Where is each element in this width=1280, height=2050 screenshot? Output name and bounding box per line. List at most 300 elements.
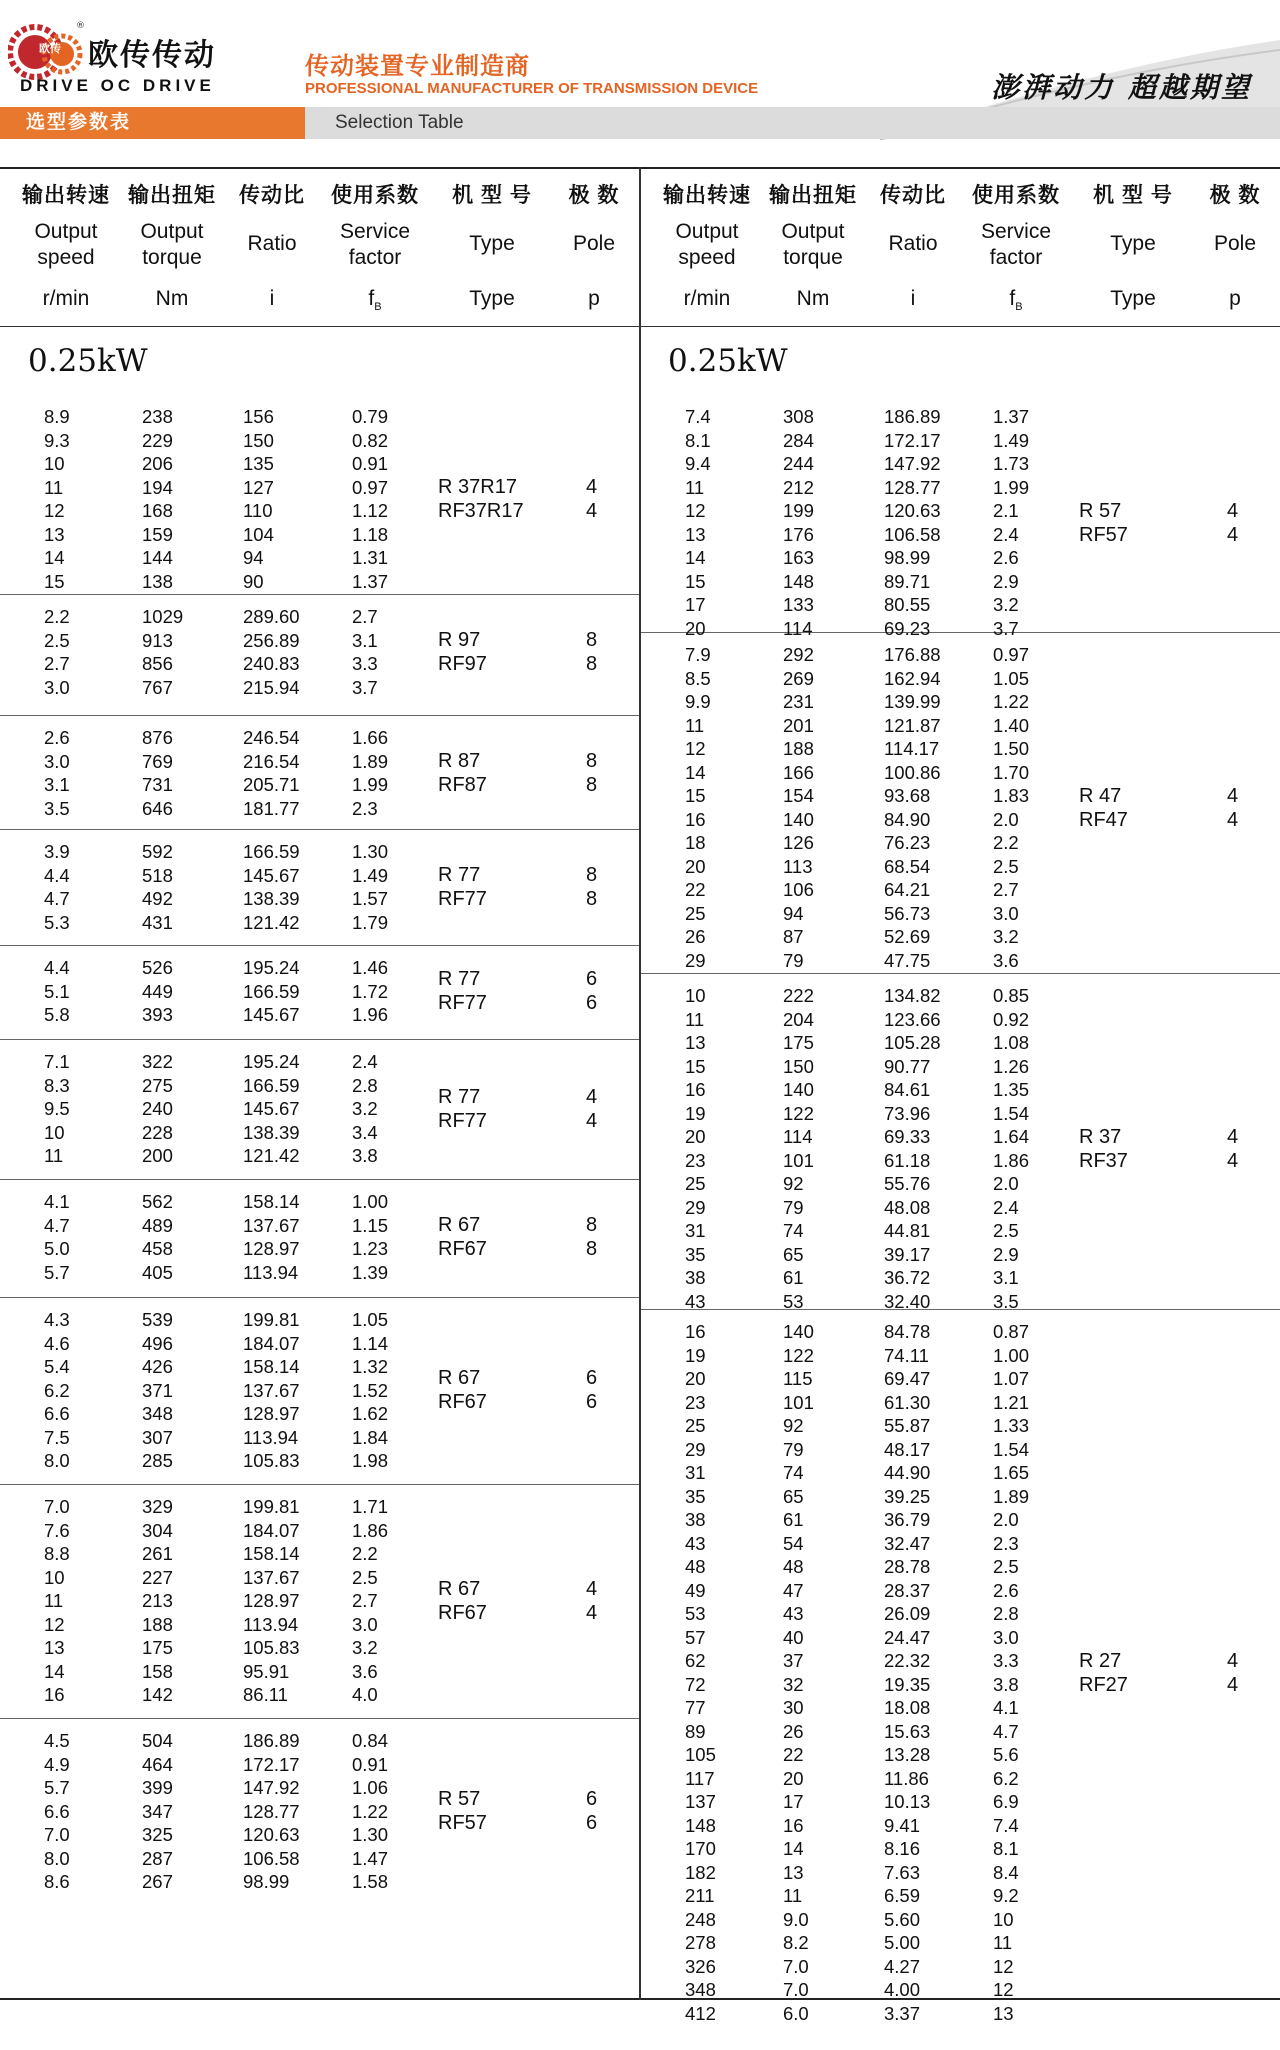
cell-ratio: 289.60 <box>243 606 300 627</box>
cell-ratio: 90 <box>243 570 264 592</box>
cell-torque: 212 <box>783 476 814 498</box>
cell-speed: 2.2 <box>44 606 70 627</box>
cell-ratio: 135 <box>243 453 274 474</box>
cell-ratio: 44.90 <box>884 1462 931 1483</box>
cell-speed: 11 <box>44 1145 64 1166</box>
cell-sf: 12 <box>993 1979 1014 2000</box>
cell-speed: 13 <box>44 1637 65 1658</box>
type-label: RF37 <box>1079 1149 1128 1172</box>
cell-ratio: 158.14 <box>243 1543 300 1564</box>
cell-torque: 325 <box>142 1824 173 1845</box>
cell-speed: 26 <box>685 926 706 947</box>
cell-speed: 6.6 <box>44 1800 70 1822</box>
type-label: R 37R17 <box>438 476 517 498</box>
cell-ratio: 166.59 <box>243 841 300 862</box>
cell-speed: 13 <box>44 523 65 545</box>
cell-ratio: 15.63 <box>884 1720 931 1742</box>
type-label: R 47 <box>1079 784 1122 807</box>
cell-ratio: 134.82 <box>884 985 941 1006</box>
cell-sf: 1.46 <box>352 957 389 978</box>
cell-torque: 74 <box>783 1220 804 1241</box>
cell-sf: 2.0 <box>993 1509 1019 1530</box>
table-row <box>0 1613 639 1637</box>
cell-sf: 6.9 <box>993 1791 1019 1812</box>
table-row <box>641 1955 1280 1979</box>
company-motto: 澎湃动力 超越期望 <box>991 71 1252 104</box>
cell-speed: 148 <box>685 1814 716 1836</box>
pole-value: 4 <box>586 1601 598 1624</box>
left-speed-header-cn: 输出转速 <box>22 184 110 207</box>
cell-speed: 38 <box>685 1267 706 1288</box>
right-torque-header-cn: 输出扭矩 <box>769 184 857 207</box>
cell-speed: 7.0 <box>44 1496 70 1517</box>
cell-speed: 29 <box>685 1196 706 1218</box>
cell-speed: 12 <box>685 500 706 521</box>
right-type-header-unit: Type <box>1110 287 1156 310</box>
cell-sf: 1.07 <box>993 1368 1030 1389</box>
table-row <box>641 1602 1280 1626</box>
cell-torque: 148 <box>783 570 814 592</box>
cell-sf: 1.99 <box>993 476 1030 498</box>
pole-value: 8 <box>586 1214 598 1236</box>
table-row <box>0 1870 639 1894</box>
cell-speed: 14 <box>685 547 706 568</box>
right-ratio-header-unit: i <box>910 287 916 310</box>
cell-speed: 4.9 <box>44 1753 70 1775</box>
section-title-chinese: 选型参数表 <box>0 107 305 139</box>
cell-torque: 188 <box>142 1613 173 1635</box>
cell-sf: 2.2 <box>352 1543 378 1564</box>
cell-speed: 5.3 <box>44 911 70 933</box>
cell-ratio: 216.54 <box>243 750 300 772</box>
cell-sf: 1.30 <box>352 841 389 862</box>
type-label: RF87 <box>438 774 487 796</box>
cell-speed: 48 <box>685 1556 706 1577</box>
cell-torque: 11 <box>783 1885 803 1906</box>
cell-speed: 7.9 <box>685 644 711 665</box>
cell-ratio: 86.11 <box>243 1684 288 1705</box>
left-torque-header-cn: 输出扭矩 <box>128 184 216 207</box>
cell-sf: 1.32 <box>352 1356 389 1377</box>
cell-ratio: 158.14 <box>243 1191 300 1212</box>
cell-torque: 37 <box>783 1650 804 1671</box>
cell-torque: 188 <box>783 738 814 759</box>
cell-torque: 240 <box>142 1098 173 1119</box>
cell-speed: 137 <box>685 1791 716 1812</box>
table-row <box>641 452 1280 476</box>
cell-torque: 876 <box>142 727 173 748</box>
cell-torque: 287 <box>142 1847 173 1869</box>
cell-ratio: 105.83 <box>243 1450 300 1471</box>
cell-torque: 122 <box>783 1344 814 1366</box>
table-row <box>641 1196 1280 1220</box>
cell-sf: 7.4 <box>993 1814 1019 1836</box>
cell-ratio: 98.99 <box>884 547 931 568</box>
table-row <box>0 1729 639 1753</box>
cell-ratio: 84.78 <box>884 1321 931 1342</box>
cell-speed: 8.0 <box>44 1847 70 1869</box>
cell-torque: 426 <box>142 1356 173 1377</box>
cell-torque: 261 <box>142 1543 173 1564</box>
cell-ratio: 22.32 <box>884 1650 931 1671</box>
cell-ratio: 84.90 <box>884 808 931 830</box>
cell-ratio: 11.86 <box>884 1767 929 1789</box>
cell-ratio: 28.78 <box>884 1556 931 1577</box>
cell-speed: 38 <box>685 1509 706 1530</box>
cell-torque: 175 <box>783 1032 814 1053</box>
cell-ratio: 106.58 <box>243 1847 300 1869</box>
cell-speed: 3.9 <box>44 841 70 862</box>
cell-sf: 1.22 <box>993 691 1030 712</box>
cell-sf: 3.0 <box>352 1613 378 1635</box>
cell-torque: 20 <box>783 1767 804 1789</box>
cell-speed: 326 <box>685 1955 716 1977</box>
table-row <box>0 605 639 629</box>
cell-ratio: 5.00 <box>884 1932 921 1953</box>
table-row <box>641 1219 1280 1243</box>
table-row <box>0 980 639 1004</box>
cell-speed: 9.9 <box>685 691 711 712</box>
table-row <box>641 2002 1280 2026</box>
cell-sf: 3.2 <box>993 594 1019 615</box>
table-row <box>0 1636 639 1660</box>
cell-torque: 144 <box>142 547 173 568</box>
cell-torque: 9.0 <box>783 1908 809 1930</box>
cell-sf: 3.6 <box>993 949 1019 971</box>
cell-speed: 77 <box>685 1697 706 1718</box>
cell-ratio: 84.61 <box>884 1079 931 1100</box>
cell-speed: 14 <box>44 547 65 568</box>
cell-sf: 1.86 <box>993 1149 1030 1171</box>
right-ratio-header-cn: 传动比 <box>880 184 946 207</box>
cell-speed: 19 <box>685 1102 706 1124</box>
cell-torque: 304 <box>142 1519 173 1541</box>
cell-speed: 4.4 <box>44 864 70 886</box>
cell-sf: 1.71 <box>352 1496 389 1517</box>
cell-sf: 1.58 <box>352 1871 389 1892</box>
left-group-2 <box>0 716 639 830</box>
cell-sf: 2.0 <box>993 808 1019 830</box>
type-label: RF37R17 <box>438 500 524 522</box>
cell-sf: 2.5 <box>352 1566 378 1588</box>
cell-speed: 3.0 <box>44 676 70 698</box>
cell-speed: 11 <box>44 1590 64 1611</box>
table-row <box>641 1172 1280 1196</box>
type-label: R 67 <box>438 1577 481 1600</box>
cell-speed: 18 <box>685 832 706 853</box>
cell-torque: 194 <box>142 476 173 498</box>
cell-speed: 72 <box>685 1673 706 1695</box>
cell-ratio: 68.54 <box>884 855 931 877</box>
table-row <box>641 593 1280 617</box>
table-row <box>641 1102 1280 1126</box>
cell-speed: 19 <box>685 1344 706 1366</box>
cell-torque: 138 <box>142 570 173 592</box>
cell-sf: 2.0 <box>993 1173 1019 1194</box>
cell-speed: 8.9 <box>44 406 70 427</box>
type-label: R 77 <box>438 1085 481 1108</box>
table-row <box>0 1050 639 1074</box>
cell-torque: 61 <box>783 1267 804 1288</box>
type-label: RF77 <box>438 1109 487 1132</box>
cell-torque: 114 <box>783 617 813 639</box>
cell-ratio: 80.55 <box>884 594 931 615</box>
pole-value: 4 <box>1227 523 1239 546</box>
cell-ratio: 145.67 <box>243 864 300 886</box>
table-row <box>0 1237 639 1261</box>
type-label: R 57 <box>438 1788 481 1811</box>
left-group-8 <box>0 1485 639 1719</box>
cell-torque: 106 <box>783 879 814 900</box>
cell-torque: 489 <box>142 1214 173 1236</box>
right-speed-header-en: Output speed <box>675 220 739 269</box>
cell-speed: 4.6 <box>44 1332 70 1354</box>
left-group-4 <box>0 946 639 1040</box>
cell-speed: 57 <box>685 1626 706 1648</box>
cell-torque: 115 <box>783 1368 813 1389</box>
cell-ratio: 199.81 <box>243 1496 300 1517</box>
slogan-chinese: 传动装置专业制造商 <box>305 53 530 80</box>
right-pole-header-unit: p <box>1229 287 1241 310</box>
cell-sf: 2.5 <box>993 1220 1019 1241</box>
table-row <box>0 726 639 750</box>
cell-torque: 17 <box>783 1791 804 1812</box>
cell-torque: 238 <box>142 406 173 427</box>
cell-speed: 7.0 <box>44 1824 70 1845</box>
cell-sf: 2.4 <box>993 523 1019 545</box>
left-ratio-header-unit: i <box>269 287 275 310</box>
cell-speed: 10 <box>685 985 706 1006</box>
cell-sf: 1.49 <box>993 429 1030 451</box>
cell-speed: 8.3 <box>44 1074 70 1096</box>
cell-torque: 48 <box>783 1556 804 1577</box>
cell-torque: 159 <box>142 523 173 545</box>
cell-ratio: 205.71 <box>243 774 300 795</box>
table-row <box>641 1931 1280 1955</box>
table-row <box>641 808 1280 832</box>
cell-sf: 1.37 <box>352 570 389 592</box>
cell-ratio: 105.83 <box>243 1637 300 1658</box>
cell-ratio: 5.60 <box>884 1908 921 1930</box>
cell-ratio: 181.77 <box>243 797 300 819</box>
cell-ratio: 128.97 <box>243 1403 300 1424</box>
left-group-1 <box>0 595 639 716</box>
left-speed-header-unit: r/min <box>42 287 90 310</box>
logo-chinese-name: 欧传传动 <box>88 39 216 72</box>
cell-sf: 1.21 <box>993 1391 1030 1413</box>
table-row <box>641 643 1280 667</box>
cell-torque: 464 <box>142 1753 173 1775</box>
cell-speed: 8.5 <box>685 667 711 689</box>
cell-ratio: 176.88 <box>884 644 941 665</box>
table-row <box>641 1555 1280 1579</box>
type-label: R 67 <box>438 1214 481 1236</box>
type-label: RF67 <box>438 1391 487 1414</box>
table-row <box>0 405 639 429</box>
table-row <box>641 761 1280 785</box>
cell-ratio: 19.35 <box>884 1673 931 1695</box>
cell-torque: 856 <box>142 653 173 674</box>
table-row <box>641 925 1280 949</box>
table-row <box>641 714 1280 738</box>
cell-torque: 371 <box>142 1379 173 1401</box>
cell-ratio: 105.28 <box>884 1032 941 1053</box>
cell-speed: 22 <box>685 879 706 900</box>
cell-torque: 222 <box>783 985 814 1006</box>
cell-sf: 3.2 <box>352 1098 378 1119</box>
table-row <box>0 429 639 453</box>
cell-ratio: 69.47 <box>884 1368 931 1389</box>
cell-speed: 16 <box>685 808 706 830</box>
cell-ratio: 13.28 <box>884 1744 931 1765</box>
cell-ratio: 147.92 <box>884 453 941 474</box>
column-header-left <box>0 167 639 327</box>
cell-torque: 53 <box>783 1290 804 1312</box>
table-row <box>0 652 639 676</box>
left-ratio-header-en: Ratio <box>247 232 297 255</box>
cell-speed: 20 <box>685 855 706 877</box>
cell-sf: 11 <box>993 1932 1013 1953</box>
cell-sf: 3.4 <box>352 1121 378 1143</box>
cell-speed: 20 <box>685 1126 706 1147</box>
table-row <box>641 405 1280 429</box>
cell-speed: 8.6 <box>44 1871 70 1892</box>
type-label: R 67 <box>438 1367 481 1390</box>
cell-torque: 308 <box>783 406 814 427</box>
cell-speed: 2.7 <box>44 653 70 674</box>
cell-ratio: 39.17 <box>884 1243 931 1265</box>
type-label: RF67 <box>438 1238 487 1260</box>
table-row <box>641 1767 1280 1791</box>
cell-speed: 6.6 <box>44 1403 70 1424</box>
cell-ratio: 9.41 <box>884 1814 921 1836</box>
cell-sf: 8.4 <box>993 1861 1019 1883</box>
cell-sf: 4.1 <box>993 1697 1019 1718</box>
table-row <box>641 1626 1280 1650</box>
table-row <box>641 1243 1280 1267</box>
right-speed-header-unit: r/min <box>683 287 731 310</box>
left-sf-unit-sub: B <box>374 301 382 314</box>
cell-torque: 40 <box>783 1626 804 1648</box>
cell-ratio: 240.83 <box>243 653 300 674</box>
cell-torque: 43 <box>783 1603 804 1624</box>
cell-sf: 1.14 <box>352 1332 389 1354</box>
table-row <box>0 1566 639 1590</box>
cell-torque: 539 <box>142 1309 173 1330</box>
cell-ratio: 4.00 <box>884 1979 921 2000</box>
cell-speed: 9.3 <box>44 429 70 451</box>
cell-torque: 1029 <box>142 606 184 627</box>
cell-torque: 769 <box>142 750 173 772</box>
pole-value: 8 <box>586 653 598 675</box>
cell-sf: 2.4 <box>993 1196 1019 1218</box>
cell-ratio: 48.17 <box>884 1438 931 1460</box>
cell-speed: 12 <box>44 1613 65 1635</box>
cell-speed: 35 <box>685 1243 706 1265</box>
left-group-6 <box>0 1180 639 1298</box>
cell-torque: 65 <box>783 1485 804 1507</box>
cell-ratio: 39.25 <box>884 1485 931 1507</box>
cell-torque: 204 <box>783 1008 814 1030</box>
cell-torque: 122 <box>783 1102 814 1124</box>
cell-sf: 1.15 <box>352 1214 389 1236</box>
cell-torque: 492 <box>142 888 173 909</box>
left-pole-header-cn: 极 数 <box>568 184 620 207</box>
cell-sf: 1.72 <box>352 980 389 1002</box>
cell-torque: 307 <box>142 1426 173 1448</box>
cell-sf: 1.30 <box>352 1824 389 1845</box>
cell-ratio: 6.59 <box>884 1885 921 1906</box>
right-group-2 <box>641 974 1280 1310</box>
table-row <box>0 1261 639 1285</box>
cell-speed: 348 <box>685 1979 716 2000</box>
table-row <box>641 1367 1280 1391</box>
table-row <box>641 1414 1280 1438</box>
cell-sf: 1.31 <box>352 547 389 568</box>
cell-sf: 1.37 <box>993 406 1030 427</box>
cell-ratio: 184.07 <box>243 1519 300 1541</box>
cell-speed: 211 <box>685 1885 715 1906</box>
cell-torque: 114 <box>783 1126 813 1147</box>
cell-sf: 2.9 <box>993 570 1019 592</box>
table-row <box>641 499 1280 523</box>
left-type-header-en: Type <box>469 232 515 255</box>
pole-value: 8 <box>586 750 598 772</box>
cell-torque: 213 <box>142 1590 173 1611</box>
cell-speed: 6.2 <box>44 1379 70 1401</box>
left-sf-unit-text: f <box>368 287 375 310</box>
cell-speed: 29 <box>685 1438 706 1460</box>
cell-ratio: 128.97 <box>243 1590 300 1611</box>
table-row <box>641 1861 1280 1885</box>
cell-torque: 13 <box>783 1861 804 1883</box>
cell-torque: 347 <box>142 1800 173 1822</box>
left-pole-header-en: Pole <box>572 232 616 255</box>
cell-speed: 11 <box>685 476 705 498</box>
table-row <box>641 949 1280 973</box>
cell-ratio: 128.97 <box>243 1238 300 1259</box>
cell-ratio: 138.39 <box>243 1121 300 1143</box>
cell-ratio: 52.69 <box>884 926 931 947</box>
table-row <box>641 737 1280 761</box>
table-row <box>641 1055 1280 1079</box>
type-label: R 77 <box>438 968 481 991</box>
cell-speed: 12 <box>44 500 65 521</box>
table-row <box>641 1837 1280 1861</box>
table-row <box>0 887 639 911</box>
cell-torque: 244 <box>783 453 814 474</box>
cell-ratio: 89.71 <box>884 570 931 592</box>
table-row <box>0 1753 639 1777</box>
table-row <box>641 902 1280 926</box>
table-row <box>0 1683 639 1707</box>
cell-speed: 10 <box>44 453 65 474</box>
cell-torque: 79 <box>783 949 804 971</box>
cell-sf: 1.00 <box>352 1191 389 1212</box>
table-row <box>641 1508 1280 1532</box>
table-row <box>641 429 1280 453</box>
cell-ratio: 199.81 <box>243 1309 300 1330</box>
cell-torque: 431 <box>142 911 173 933</box>
cell-sf: 3.5 <box>993 1290 1019 1312</box>
cell-sf: 1.86 <box>352 1519 389 1541</box>
cell-speed: 15 <box>685 1055 706 1077</box>
cell-torque: 731 <box>142 774 173 795</box>
cell-torque: 267 <box>142 1871 173 1892</box>
pole-value: 4 <box>586 476 598 498</box>
left-group-3 <box>0 830 639 946</box>
cell-sf: 1.83 <box>993 785 1030 806</box>
